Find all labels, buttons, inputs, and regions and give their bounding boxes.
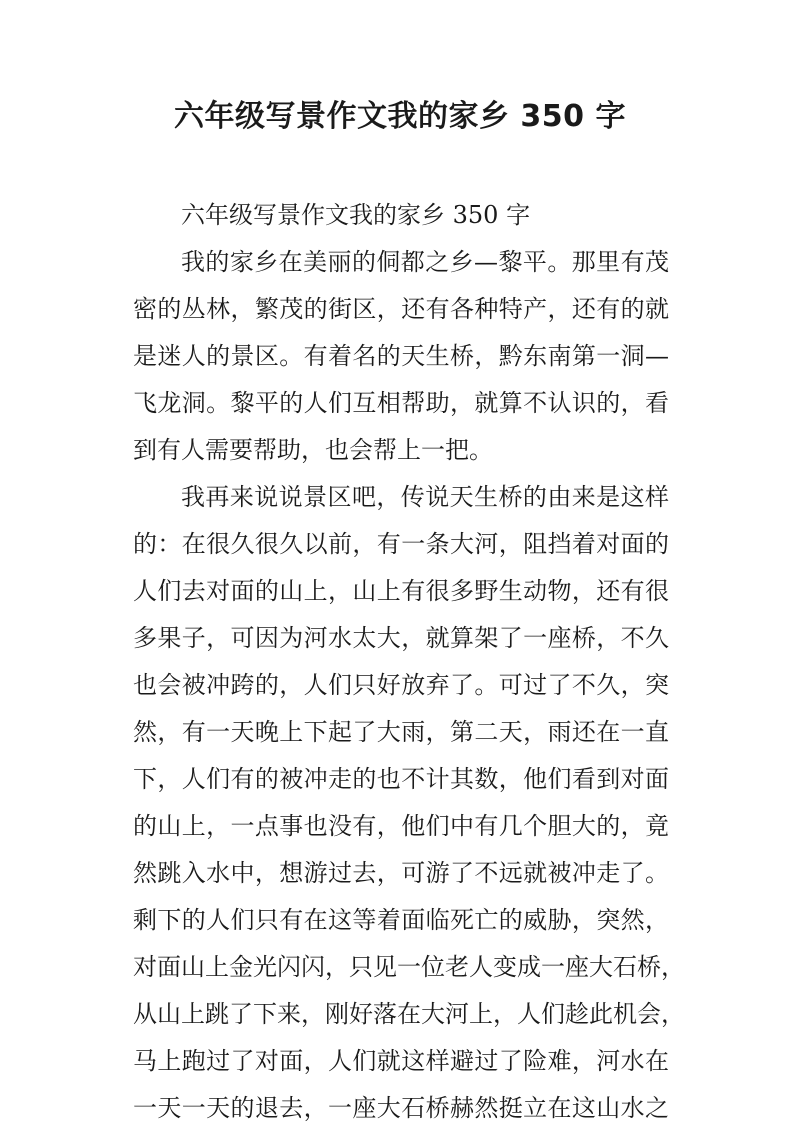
- paragraph-line: 人们去对面的山上，山上有很多野生动物，还有很: [133, 577, 669, 605]
- paragraph-line: 剩下的人们只有在这等着面临死亡的威胁，突然，: [133, 906, 669, 934]
- paragraph-line: 密的丛林，繁茂的街区，还有各种特产，还有的就: [133, 295, 669, 323]
- paragraph-line: 多果子，可因为河水太大，就算架了一座桥，不久: [133, 624, 669, 652]
- paragraph-line: 下，人们有的被冲走的也不计其数，他们看到对面: [133, 765, 669, 793]
- paragraph-line: 对面山上金光闪闪，只见一位老人变成一座大石桥，: [133, 953, 685, 981]
- paragraph-line: 是迷人的景区。有着名的天生桥，黔东南第一洞—: [133, 342, 669, 370]
- paragraph-line: 的山上，一点事也没有，他们中有几个胆大的，竟: [133, 812, 669, 840]
- paragraph-line: 一天一天的退去，一座大石桥赫然挺立在这山水之: [133, 1094, 669, 1122]
- paragraph-line: 然，有一天晚上下起了大雨，第二天，雨还在一直: [133, 718, 669, 746]
- paragraph-line: 然跳入水中，想游过去，可游了不远就被冲走了。: [133, 859, 669, 887]
- paragraph-line: 也会被冲跨的，人们只好放弃了。可过了不久，突: [133, 671, 669, 699]
- paragraph-line: 飞龙洞。黎平的人们互相帮助，就算不认识的，看: [133, 389, 669, 417]
- paragraph-line: 从山上跳了下来，刚好落在大河上，人们趁此机会，: [133, 1000, 685, 1028]
- document-title: 六年级写景作文我的家乡 350 字: [173, 99, 626, 134]
- subtitle-line: 六年级写景作文我的家乡 350 字: [181, 201, 531, 229]
- paragraph-line: 我再来说说景区吧，传说天生桥的由来是这样: [181, 483, 669, 511]
- paragraph-line: 马上跑过了对面，人们就这样避过了险难，河水在: [133, 1047, 669, 1075]
- document-body: [133, 192, 685, 1132]
- paragraph-line: 到有人需要帮助，也会帮上一把。: [133, 436, 493, 464]
- paragraph-line: 的：在很久很久以前，有一条大河，阻挡着对面的: [133, 530, 669, 558]
- paragraph-line: 我的家乡在美丽的侗都之乡—黎平。那里有茂: [181, 248, 669, 276]
